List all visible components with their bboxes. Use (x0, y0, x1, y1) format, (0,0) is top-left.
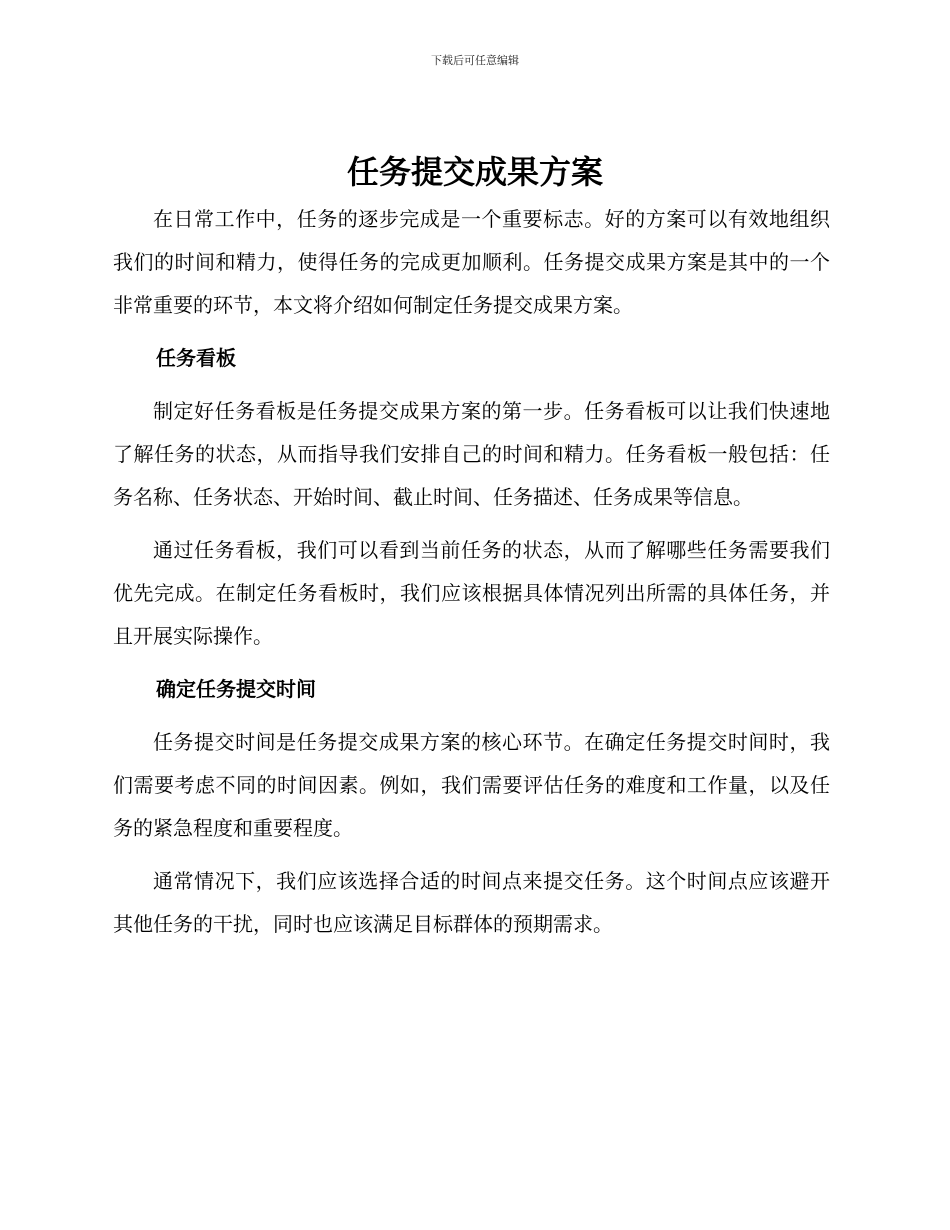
kanban-paragraph-2: 通过任务看板，我们可以看到当前任务的状态，从而了解哪些任务需要我们优先完成。在制定任务看板时，我们应该根据具体情况列出所需的具体任务，并且开展实际操作。 (113, 538, 830, 648)
submit-time-paragraph-1: 任务提交时间是任务提交成果方案的核心环节。在确定任务提交时间时，我们需要考虑不同的时间因素。例如，我们需要评估任务的难度和工作量，以及任务的紧急程度和重要程度。 (113, 730, 830, 840)
kanban-paragraph-1: 制定好任务看板是任务提交成果方案的第一步。任务看板可以让我们快速地了解任务的状态，从而指导我们安排自己的时间和精力。任务看板一般包括：任务名称、任务状态、开始时间、截止时间、任务描述、任务成果等信息。 (113, 399, 830, 509)
submit-time-paragraph-2: 通常情况下，我们应该选择合适的时间点来提交任务。这个时间点应该避开其他任务的干扰，同时也应该满足目标群体的预期需求。 (113, 869, 830, 936)
section-heading-kanban: 任务看板 (156, 346, 236, 370)
intro-paragraph: 在日常工作中，任务的逐步完成是一个重要标志。好的方案可以有效地组织我们的时间和精力，使得任务的完成更加顺利。任务提交成果方案是其中的一个非常重要的环节，本文将介绍如何制定任务提交成果方案。 (113, 207, 830, 317)
document-title: 任务提交成果方案 (346, 153, 603, 191)
document-body (113, 198, 830, 956)
section-heading-submit-time: 确定任务提交时间 (156, 677, 316, 701)
header-note: 下载后可任意编辑 (431, 54, 519, 67)
